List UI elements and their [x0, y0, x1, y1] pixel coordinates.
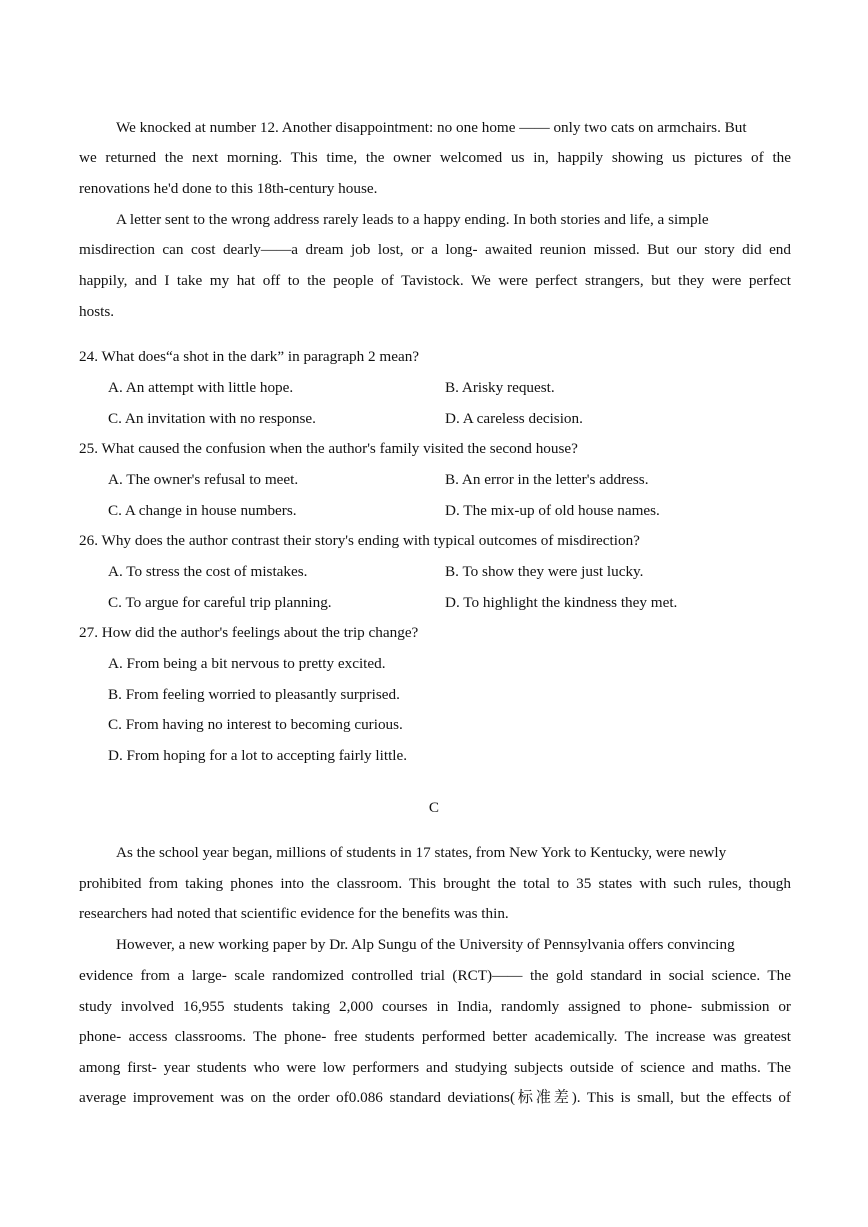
paragraph-line: However, a new working paper by Dr. Alp Sungu of the University of Pennsylvania offers convincing: [116, 936, 735, 953]
option-c: C. An invitation with no response.: [108, 410, 316, 427]
option-d: D. From hoping for a lot to accepting fairly little.: [108, 747, 408, 764]
paragraph-line: study involved 16,955 students taking 2,000 courses in India, randomly assigned to phone- submission or: [79, 998, 791, 1015]
option-a: A. The owner's refusal to meet.: [108, 471, 299, 488]
paragraph-line: researchers had noted that scientific evidence for the benefits was thin.: [79, 905, 509, 922]
option-b: B. From feeling worried to pleasantly surprised.: [108, 686, 400, 703]
option-a: A. From being a bit nervous to pretty excited.: [108, 655, 386, 672]
option-c: C. To argue for careful trip planning.: [108, 594, 332, 611]
option-d: D. To highlight the kindness they met.: [445, 594, 678, 611]
option-b: B. An error in the letter's address.: [445, 471, 649, 488]
paragraph-line: evidence from a large- scale randomized controlled trial (RCT)—— the gold standard in social science. The: [79, 967, 791, 984]
question-stem: 26. Why does the author contrast their story's ending with typical outcomes of misdirection?: [79, 532, 640, 549]
paragraph-line: We knocked at number 12. Another disappointment: no one home —— only two cats on armchairs. But: [116, 119, 747, 136]
paragraph-line: phone- access classrooms. The phone- free students performed better academically. The increase was greatest: [79, 1028, 791, 1045]
paragraph-line: A letter sent to the wrong address rarely leads to a happy ending. In both stories and life, a simple: [116, 211, 709, 228]
paragraph-line: renovations he'd done to this 18th-century house.: [79, 180, 378, 197]
paragraph-line: misdirection can cost dearly——a dream job lost, or a long- awaited reunion missed. But our story did end: [79, 241, 791, 258]
question-stem: 27. How did the author's feelings about the trip change?: [79, 624, 419, 641]
paragraph-line: hosts.: [79, 303, 115, 320]
paragraph-line: As the school year began, millions of students in 17 states, from New York to Kentucky, were newly: [116, 844, 727, 861]
section-heading: C: [428, 799, 440, 816]
paragraph-line: happily, and I take my hat off to the people of Tavistock. We were perfect strangers, but they were perfect: [79, 272, 791, 289]
option-d: D. The mix-up of old house names.: [445, 502, 660, 519]
paragraph-line: prohibited from taking phones into the classroom. This brought the total to 35 states with such rules, though: [79, 875, 791, 892]
option-a: A. An attempt with little hope.: [108, 379, 294, 396]
option-c: C. A change in house numbers.: [108, 502, 297, 519]
paragraph-line: we returned the next morning. This time, the owner welcomed us in, happily showing us pictures of the: [79, 149, 791, 166]
option-a: A. To stress the cost of mistakes.: [108, 563, 308, 580]
option-d: D. A careless decision.: [445, 410, 583, 427]
paragraph-line: average improvement was on the order of0.086 standard deviations(标准差). This is small, but the effects of: [79, 1089, 791, 1106]
option-b: B. To show they were just lucky.: [445, 563, 644, 580]
question-stem: 25. What caused the confusion when the author's family visited the second house?: [79, 440, 578, 457]
option-b: B. Arisky request.: [445, 379, 555, 396]
option-c: C. From having no interest to becoming curious.: [108, 716, 403, 733]
paragraph-line: among first- year students who were low performers and studying subjects outside of science and maths. The: [79, 1059, 791, 1076]
question-stem: 24. What does“a shot in the dark” in paragraph 2 mean?: [79, 348, 420, 365]
